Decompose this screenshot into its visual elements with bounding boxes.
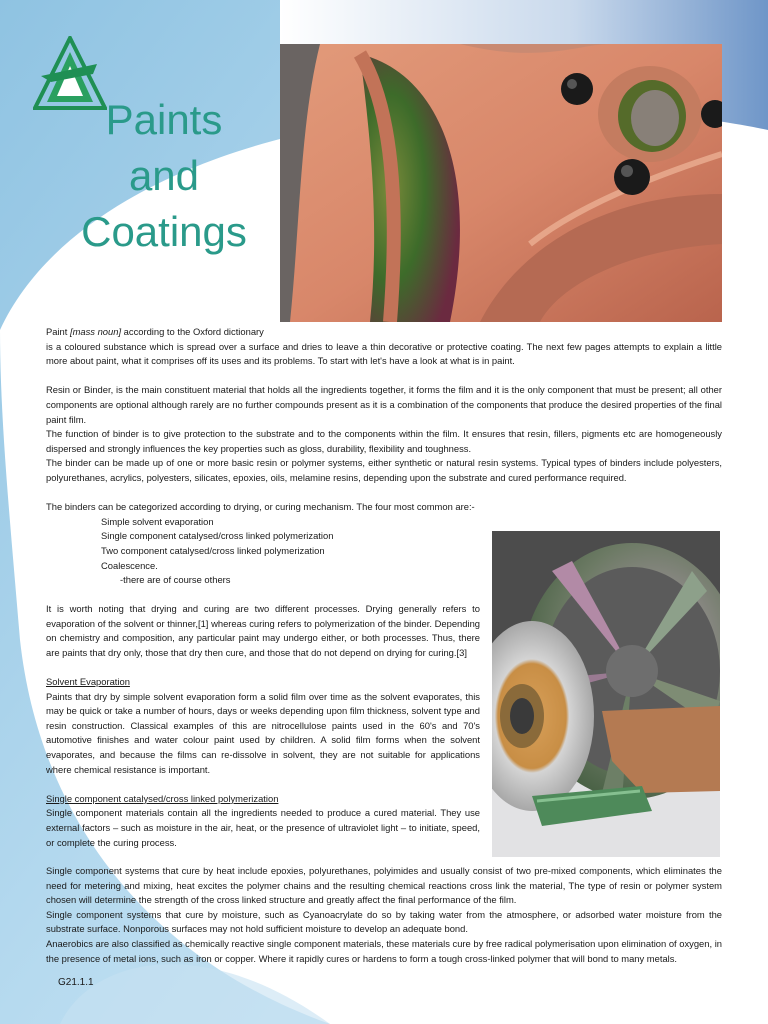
- definition-lead: [46, 325, 722, 340]
- term-part-of-speech: [mass noun]: [69, 326, 122, 337]
- definition-text: is a coloured substance which is spread over a surface and dries to leave a thin decorative or protective coating. The next few pages attempts to explain a little more about paint, what it comprises off its uses and its problems. To start with let's have a look at what is in paint.: [46, 340, 722, 367]
- single-component-heading: Single component catalysed/cross linked polymerization: [46, 792, 279, 804]
- binder-paragraph-1: Resin or Binder, is the main constituent material that holds all the ingredients together, it forms the film and it is the only component that must be present; all other components are optional although rarely are no further compounds present as it is a combination of the components that produce the desired properties of the final paint film.: [46, 384, 722, 425]
- single-component-section: [46, 864, 722, 966]
- mechanisms-note: -there are of course others: [120, 574, 231, 586]
- term-word: Paint: [46, 326, 68, 337]
- intro-section: [46, 325, 722, 588]
- binder-paragraph-2: The function of binder is to give protection to the substrate and to the components within the film. It ensures that resin, fillers, pigments etc are homogeneously dispersed and strongly influences the key properties such as gloss, durability, flexibility and toughness.: [46, 428, 722, 454]
- page-code: G21.1.1: [58, 977, 94, 988]
- solvent-heading: Solvent Evaporation: [46, 675, 130, 687]
- title-line-3: Coatings: [81, 208, 247, 255]
- mechanism-item: Two component catalysed/cross linked polymerization: [101, 544, 325, 556]
- single-component-paragraph-2: Single component systems that cure by heat include epoxies, polyurethanes, polyimides and usually consist of two pre-mixed components, which eliminates the need for metering and mixing, heat excites the polymer chains and the resulting chemical reactions cross link the material, The type of resin or polymer system chosen will determine the strength of the cross linked structure and greatly affect the final performance of the film.: [46, 865, 722, 906]
- single-component-paragraph-1: Single component materials contain all the ingredients needed to produce a cured material. They use external factors – such as moisture in the air, heat, or the presence of ultraviolet light – to initiate, speed, or complete the curing process.: [46, 807, 480, 848]
- single-component-paragraph-3: Single component systems that cure by moisture, such as Cyanoacrylate do so by taking water from the atmosphere, or adsorbed water moisture from the substrate surface. Nonporous surfaces may not hold sufficient moisture to develop an adequate bond.: [46, 908, 722, 935]
- title-line-2: and: [128, 152, 200, 199]
- title-line-1: Paints: [105, 96, 223, 143]
- mechanism-item: Single component catalysed/cross linked polymerization: [101, 530, 334, 542]
- curing-section: [46, 602, 480, 850]
- wheel-closeup-photo: [280, 44, 722, 322]
- term-source: according to the Oxford dictionary: [121, 326, 264, 337]
- single-component-paragraph-4: Anaerobics are also classified as chemically reactive single component materials, these materials cure by free radical polymerisation upon elimination of oxygen, in the presence of metal ions, such as iron or copper. Where it rapidly cures or hardens to form a tough cross-linked polymer that will bond to many metals.: [46, 937, 722, 964]
- page-title: [80, 92, 248, 260]
- drying-paragraph: It is worth noting that drying and curing are two different processes. Drying generally refers to evaporation of the solvent or thinner,[1] whereas curing refers to polymerization of the binder. Depending on chemistry and composition, any particular paint may undergo either, or both processes. Thus, there are paints that dry only, those that dry then cure, and those that do not depend on drying for curing.[3]: [46, 603, 480, 658]
- mechanism-item: Simple solvent evaporation: [101, 515, 214, 527]
- solvent-paragraph: Paints that dry by simple solvent evaporation form a solid film over time as the solvent evaporates, this may be quick or take a number of hours, days or weeks depending upon film thickness, solvent type and resin construction. Classical examples of this are nitrocellulose paints used in the 60's and 70's automotive finishes and water colour paint used by children. A solid film forms when the solvent evaporates, and because the films can re-dissolve in solvent, they are not suitable for applications where chemical resistance is important.: [46, 690, 480, 775]
- mechanisms-intro: The binders can be categorized according to drying, or curing mechanism. The four most common are:-: [46, 501, 475, 513]
- mechanism-item: Coalescence.: [101, 559, 158, 571]
- binder-paragraph-3: The binder can be made up of one or more basic resin or polymer systems, either synthetic or natural resin systems. Typical types of binders include polyesters, polyurethanes, acrylics, polyesters, silicates, epoxies, oils, melamine resins, depending upon the substrate and cured performance required.: [46, 457, 722, 483]
